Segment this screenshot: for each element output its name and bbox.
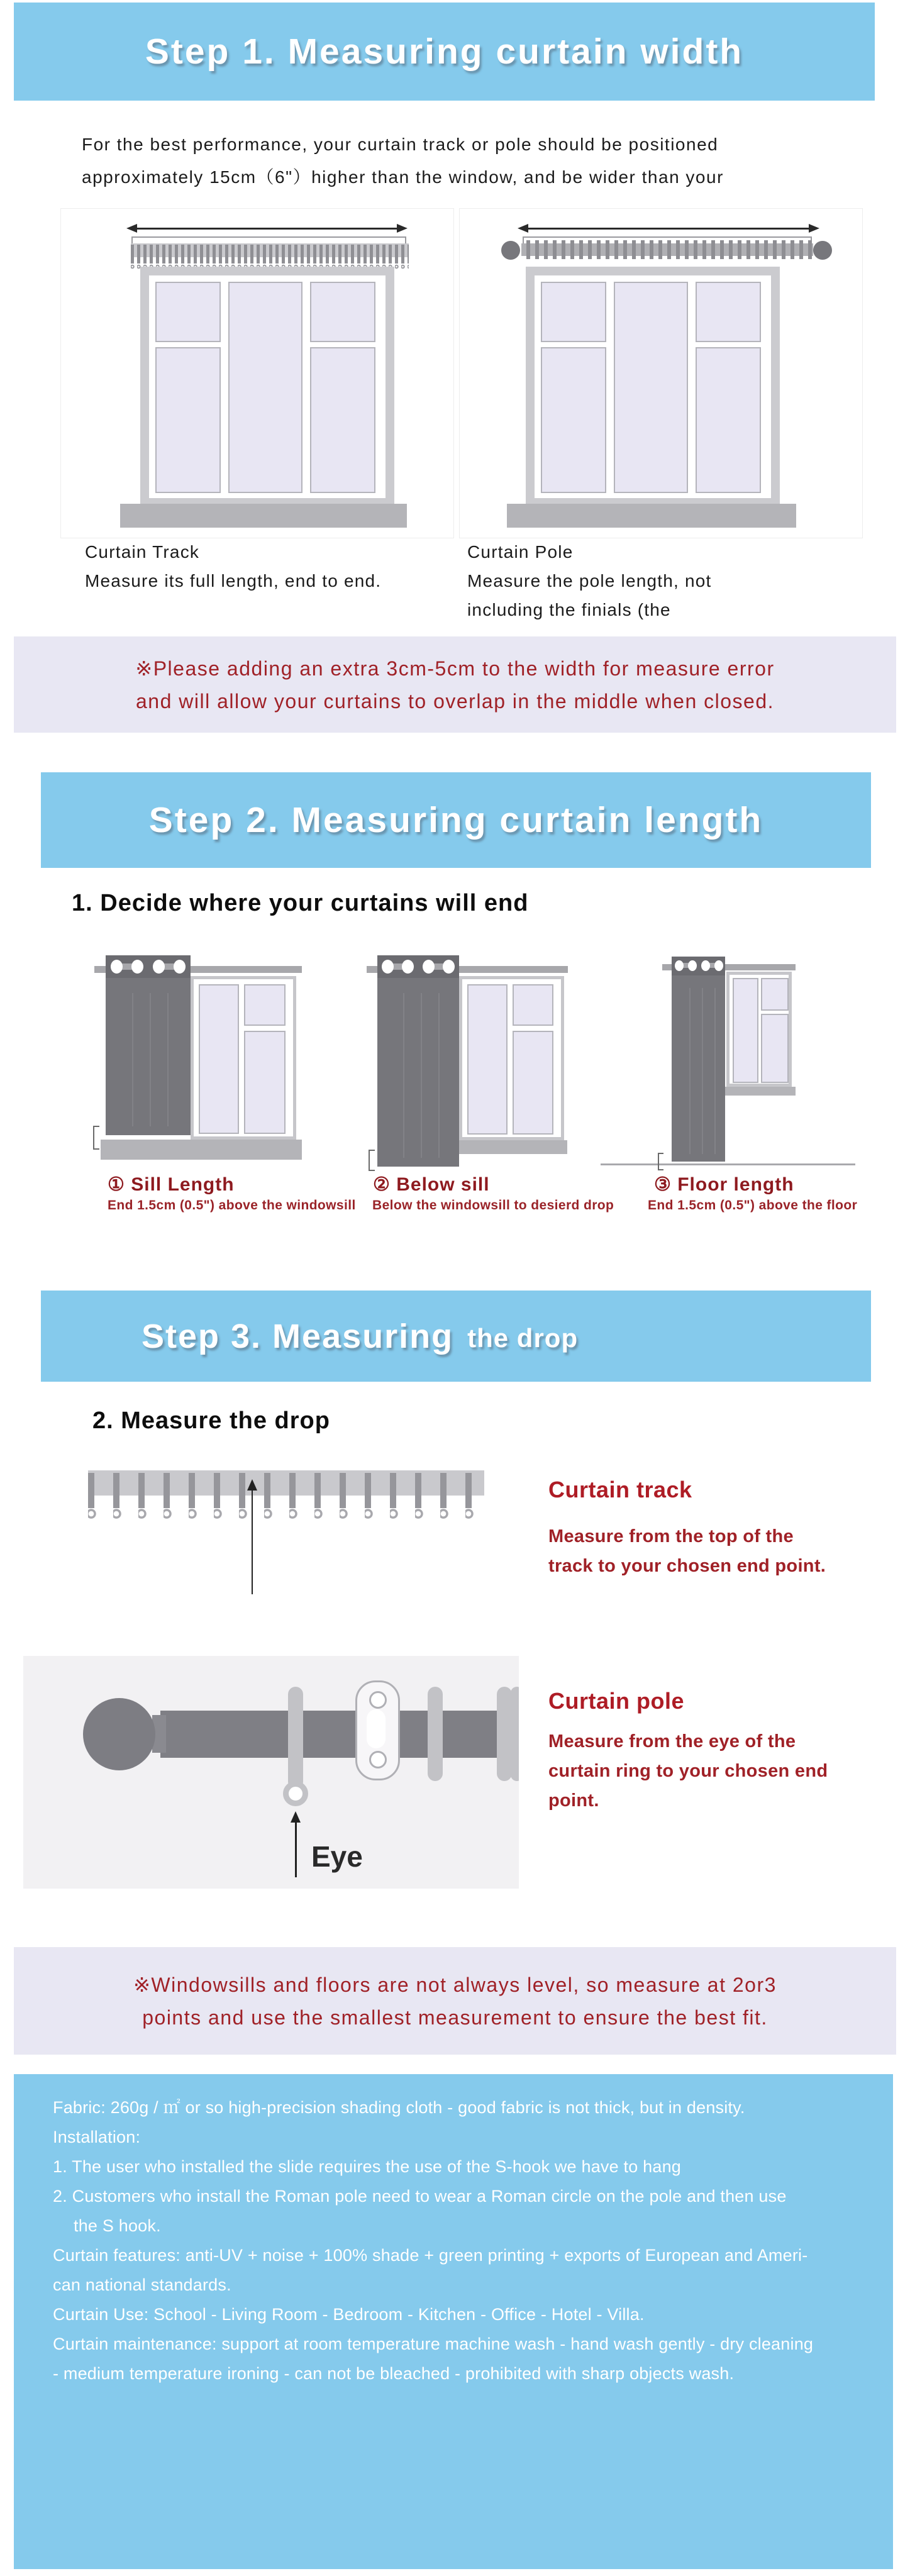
window-pane (310, 347, 375, 493)
bracket-slot (367, 1709, 386, 1748)
pole-rings (521, 240, 813, 259)
track-glider-rings (88, 1508, 484, 1519)
width-note-line1: ※Please adding an extra 3cm-5cm to the width for measure error (135, 657, 775, 680)
step3-title-sub: the drop (467, 1323, 579, 1353)
window-pane (155, 347, 221, 493)
step1-intro-line1: For the best performance, your curtain track or pole should be positioned (82, 135, 719, 154)
track-gliders (88, 1473, 484, 1508)
window-pane (310, 282, 375, 342)
grommet-icon (174, 960, 186, 974)
window-pane (467, 984, 508, 1135)
track-title: Curtain track (548, 1477, 692, 1502)
windowsill (440, 1140, 567, 1154)
window-pane (696, 282, 761, 342)
pole-bar (160, 1711, 519, 1758)
info-line: Curtain features: anti-UV + noise + 100% shade + green printing + exports of European and Ameri- (53, 2246, 808, 2265)
step2-title: Step 2. Measuring curtain length (148, 800, 763, 840)
level-note-line1: ※Windowsills and floors are not always level, so measure at 2or3 (133, 1973, 777, 1996)
pole-finial-ball (83, 1698, 155, 1770)
pole-desc-line: curtain ring to your chosen end (548, 1761, 828, 1781)
pole-caption-title: Curtain Pole (467, 542, 574, 562)
track-desc-line: Measure from the top of the (548, 1526, 794, 1546)
measure-mark-icon (369, 1150, 375, 1171)
curtain-track-illustration (60, 208, 454, 538)
step3-heading: 2. Measure the drop (92, 1407, 330, 1434)
curtain-panel (377, 955, 459, 1167)
grommet-icon (111, 960, 123, 974)
window-pane (513, 984, 553, 1026)
curtain-panel (106, 955, 191, 1135)
ring-eye-icon (283, 1781, 308, 1806)
curtain-pole-illustration (459, 208, 863, 538)
track-caption-title: Curtain Track (85, 542, 200, 562)
curtain-ring (428, 1687, 443, 1781)
grommet-icon (443, 960, 455, 974)
pole-desc-line: Measure from the eye of the (548, 1731, 796, 1752)
info-line: - medium temperature ironing - can not be bleached - prohibited with sharp objects wash. (53, 2364, 735, 2383)
measure-mark-icon (93, 1126, 99, 1150)
step2-heading: 1. Decide where your curtains will end (72, 890, 529, 916)
window-frame (194, 979, 293, 1136)
pole-finial-left (501, 241, 520, 260)
window-pane (696, 347, 761, 493)
pole-caption-line: Measure the pole length, not (467, 571, 712, 591)
option3-label: ③ Floor length (654, 1174, 794, 1195)
grommet-icon (714, 960, 723, 971)
width-note-line2: and will allow your curtains to overlap in the middle when closed. (135, 689, 775, 713)
floor-line (601, 1163, 855, 1165)
width-note (14, 636, 896, 733)
curtain-panel (672, 957, 725, 1162)
info-line: the S hook. (74, 2216, 161, 2235)
track-gliders (131, 245, 409, 264)
fabric-info-section (14, 2074, 893, 2569)
track-caption-line: Measure its full length, end to end. (85, 571, 382, 591)
window-graphic (726, 972, 792, 1087)
window-frame (535, 275, 771, 498)
grommet-icon (131, 960, 143, 974)
width-arrow-icon (136, 228, 397, 230)
drop-arrow-icon (252, 1489, 253, 1594)
info-line: Curtain Use: School - Living Room - Bedroom - Kitchen - Office - Hotel - Villa. (53, 2305, 645, 2324)
step1-intro-line2: approximately 15cm（6"）higher than the window, and be wider than your (82, 167, 724, 187)
bracket-screw-icon (369, 1751, 387, 1768)
bracket-screw-icon (369, 1691, 387, 1709)
window-graphic (459, 976, 564, 1140)
info-line: 2. Customers who install the Roman pole need to wear a Roman circle on the pole and then use (53, 2187, 787, 2206)
track-desc-line: track to your chosen end point. (548, 1556, 826, 1576)
window-graphic (526, 267, 780, 506)
level-note (14, 1947, 896, 2055)
pole-desc-line: point. (548, 1790, 599, 1811)
window-frame (149, 275, 386, 498)
info-line: Fabric: 260g / ㎡ or so high-precision shading cloth - good fabric is not thick, but in density. (53, 2098, 745, 2117)
window-pane (155, 282, 221, 342)
window-pane (228, 282, 302, 493)
eye-label: Eye (311, 1840, 363, 1873)
curtain-ring (497, 1687, 512, 1781)
grommet-icon (701, 960, 710, 971)
eye-arrow-icon (295, 1821, 297, 1877)
option3-desc: End 1.5cm (0.5") above the floor (648, 1198, 858, 1213)
window-graphic (191, 976, 296, 1140)
option1-desc: End 1.5cm (0.5") above the windowsill (108, 1198, 356, 1213)
step3-banner (41, 1291, 871, 1382)
curtain-folds (387, 993, 451, 1158)
grommet-icon (402, 960, 414, 974)
window-pane (199, 984, 239, 1134)
pole-caption-line: including the finials (the (467, 600, 671, 619)
window-pane (733, 978, 758, 1083)
window-pane (244, 984, 286, 1026)
window-pane (541, 282, 606, 342)
grommet-icon (423, 960, 435, 974)
window-graphic (140, 267, 394, 506)
step1-title: Step 1. Measuring curtain width (145, 31, 744, 72)
step3-title-main: Step 3. Measuring (141, 1317, 454, 1355)
info-line: 1. The user who installed the slide requires the use of the S-hook we have to hang (53, 2157, 682, 2176)
step1-banner (14, 3, 875, 101)
info-line: can national standards. (53, 2275, 231, 2294)
pole-closeup-illustration (23, 1656, 519, 1889)
grommet-icon (675, 960, 684, 971)
window-pane (614, 282, 688, 493)
level-note-line2: points and use the smallest measurement to ensure the best fit. (142, 2006, 768, 2029)
width-arrow-icon (528, 228, 809, 230)
window-pane (244, 1031, 286, 1134)
window-pane (513, 1031, 553, 1135)
option2-desc: Below the windowsill to desierd drop (372, 1198, 614, 1213)
curtain-folds (116, 993, 182, 1126)
window-pane (541, 347, 606, 493)
info-line: Curtain maintenance: support at room temperature machine wash - hand wash gently - dry cleaning (53, 2334, 814, 2353)
grommet-icon (382, 960, 394, 974)
option1-label: ① Sill Length (108, 1174, 235, 1195)
window-pane (761, 978, 789, 1011)
windowsill (120, 504, 407, 528)
measure-mark-icon (658, 1153, 663, 1170)
window-frame (730, 975, 789, 1084)
grommet-icon (153, 960, 165, 974)
curtain-ring (511, 1687, 519, 1781)
pole-title: Curtain pole (548, 1688, 685, 1714)
windowsill (101, 1140, 302, 1160)
step2-banner (41, 772, 871, 868)
curtain-ring (288, 1687, 303, 1789)
info-line: Installation: (53, 2128, 141, 2146)
window-frame (462, 979, 561, 1137)
grommet-icon (688, 960, 697, 971)
windowsill (722, 1087, 796, 1096)
window-pane (761, 1014, 789, 1083)
option2-label: ② Below sill (373, 1174, 490, 1195)
windowsill (507, 504, 796, 528)
curtain-folds (678, 988, 720, 1154)
pole-finial-right (813, 241, 832, 260)
